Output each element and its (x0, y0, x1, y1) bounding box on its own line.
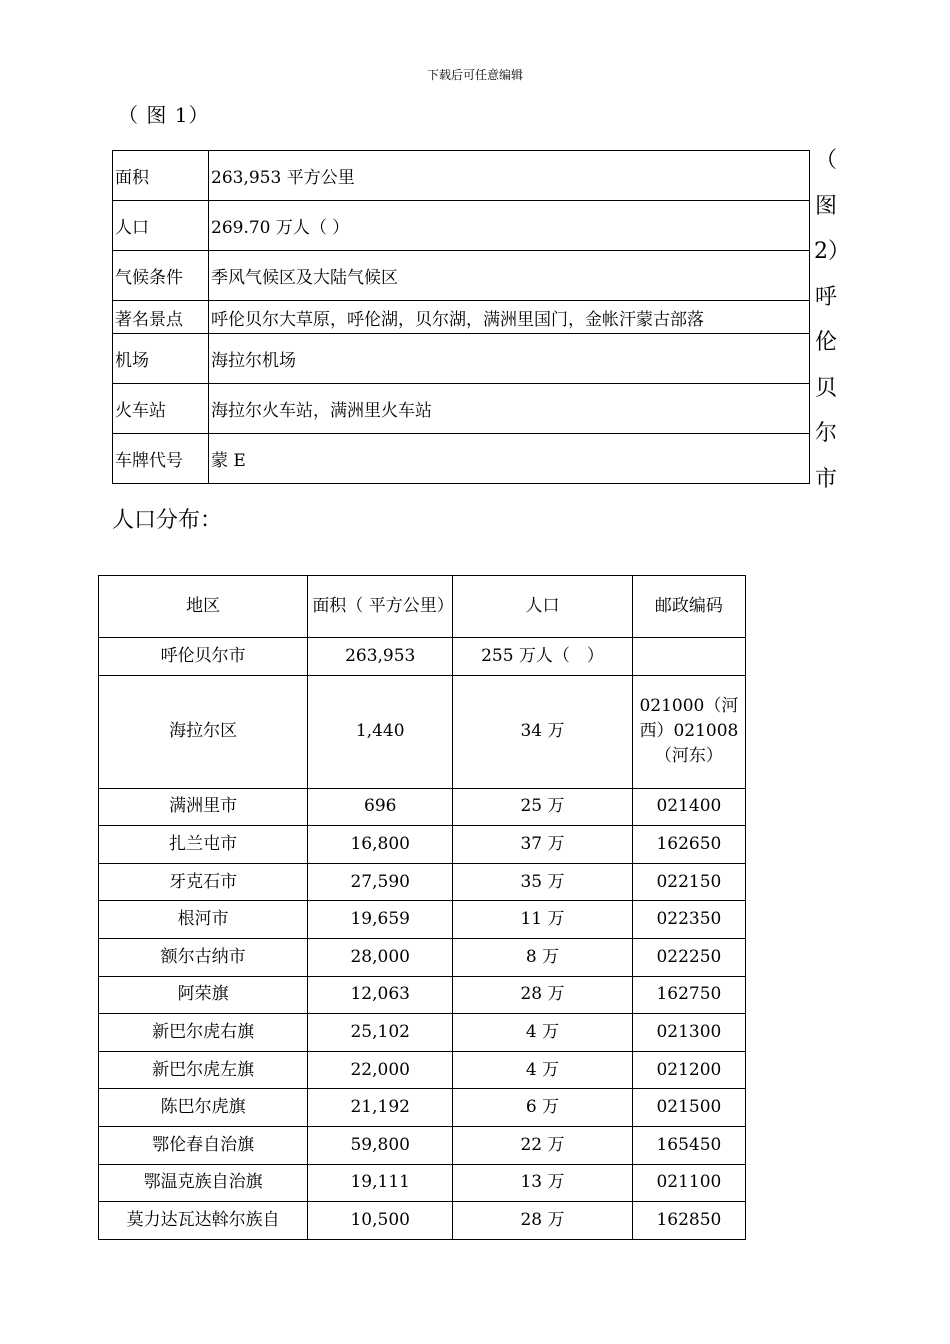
cell-area: 263,953 (308, 638, 453, 676)
cell-postcode (632, 638, 745, 676)
cell-population: 13 万 (453, 1164, 633, 1202)
table-row (99, 901, 746, 939)
cell-region: 陈巴尔虎旗 (99, 1089, 308, 1127)
cell-area: 28,000 (308, 938, 453, 976)
cell-postcode: 021000（河西）021008（河东） (632, 675, 745, 788)
vertical-char: 图 (814, 193, 837, 219)
table-row (99, 638, 746, 676)
cell-population: 4 万 (453, 1051, 633, 1089)
info-row (113, 151, 810, 201)
cell-area: 1,440 (308, 675, 453, 788)
distribution-title: 人口分布： (112, 508, 223, 533)
info-value: 季风气候区及大陆气候区 (209, 251, 810, 301)
distribution-table (98, 575, 746, 1240)
table-row (99, 1164, 746, 1202)
cell-area: 21,192 (308, 1089, 453, 1127)
table-row (99, 976, 746, 1014)
cell-area: 22,000 (308, 1051, 453, 1089)
figure2-vertical-label (814, 138, 850, 502)
cell-region: 牙克石市 (99, 863, 308, 901)
table-row (99, 1126, 746, 1164)
cell-region: 扎兰屯市 (99, 826, 308, 864)
cell-population: 6 万 (453, 1089, 633, 1127)
info-value: 263,953 平方公里 (209, 151, 810, 201)
info-row (113, 334, 810, 384)
cell-population: 37 万 (453, 826, 633, 864)
info-key: 面积 (113, 151, 209, 201)
header-population: 人口 (453, 576, 633, 638)
cell-postcode: 021200 (632, 1051, 745, 1089)
cell-population: 22 万 (453, 1126, 633, 1164)
cell-postcode: 022350 (632, 901, 745, 939)
header-area: 面积（ 平方公里） (308, 576, 453, 638)
table-row (99, 1051, 746, 1089)
cell-region: 额尔古纳市 (99, 938, 308, 976)
info-key: 车牌代号 (113, 434, 209, 484)
cell-postcode: 162850 (632, 1202, 745, 1240)
info-value: 蒙 E (209, 434, 810, 484)
vertical-char: （ (814, 148, 837, 173)
cell-area: 696 (308, 788, 453, 826)
vertical-char: 伦 (814, 330, 837, 355)
cell-population: 11 万 (453, 901, 633, 939)
header-note: 下载后可任意编辑 (426, 68, 523, 82)
vertical-char: 2） (814, 239, 850, 264)
table-row (99, 675, 746, 788)
table-row (99, 1202, 746, 1240)
cell-region: 海拉尔区 (99, 675, 308, 788)
cell-region: 新巴尔虎左旗 (99, 1051, 308, 1089)
table-row (99, 1014, 746, 1052)
table-row (99, 1089, 746, 1127)
cell-population: 35 万 (453, 863, 633, 901)
table-header-row (99, 576, 746, 638)
cell-population: 255 万人（ ） (453, 638, 633, 676)
header-region: 地区 (99, 576, 308, 638)
table-row (99, 938, 746, 976)
cell-postcode: 162650 (632, 826, 745, 864)
cell-population: 8 万 (453, 938, 633, 976)
vertical-char: 贝 (814, 375, 837, 401)
info-row (113, 384, 810, 434)
vertical-char: 市 (814, 466, 837, 492)
cell-region: 呼伦贝尔市 (99, 638, 308, 676)
info-value: 海拉尔机场 (209, 334, 810, 384)
cell-area: 19,111 (308, 1164, 453, 1202)
cell-postcode: 162750 (632, 976, 745, 1014)
cell-region: 根河市 (99, 901, 308, 939)
table-row (99, 826, 746, 864)
figure1-label: （ 图 1） (118, 103, 210, 127)
info-row (113, 201, 810, 251)
info-value: 呼伦贝尔大草原，呼伦湖，贝尔湖，满洲里国门，金帐汗蒙古部落 (209, 301, 810, 334)
info-row (113, 434, 810, 484)
cell-population: 34 万 (453, 675, 633, 788)
cell-area: 10,500 (308, 1202, 453, 1240)
cell-area: 16,800 (308, 826, 453, 864)
info-value: 海拉尔火车站，满洲里火车站 (209, 384, 810, 434)
cell-population: 28 万 (453, 1202, 633, 1240)
cell-region: 鄂伦春自治旗 (99, 1126, 308, 1164)
cell-area: 19,659 (308, 901, 453, 939)
info-key: 气候条件 (113, 251, 209, 301)
table-row (99, 788, 746, 826)
info-key: 火车站 (113, 384, 209, 434)
info-key: 著名景点 (113, 301, 209, 334)
cell-postcode: 022150 (632, 863, 745, 901)
header-postcode: 邮政编码 (632, 576, 745, 638)
info-table (112, 150, 810, 484)
cell-population: 4 万 (453, 1014, 633, 1052)
cell-area: 25,102 (308, 1014, 453, 1052)
cell-region: 新巴尔虎右旗 (99, 1014, 308, 1052)
info-key: 机场 (113, 334, 209, 384)
cell-region: 阿荣旗 (99, 976, 308, 1014)
info-key: 人口 (113, 201, 209, 251)
cell-postcode: 165450 (632, 1126, 745, 1164)
vertical-char: 呼 (814, 284, 837, 310)
cell-region: 满洲里市 (99, 788, 308, 826)
cell-postcode: 021300 (632, 1014, 745, 1052)
cell-region: 鄂温克族自治旗 (99, 1164, 308, 1202)
cell-postcode: 022250 (632, 938, 745, 976)
info-value: 269.70 万人（ ） (209, 201, 810, 251)
cell-region: 莫力达瓦达斡尔族自 (99, 1202, 308, 1240)
cell-postcode: 021400 (632, 788, 745, 826)
cell-area: 59,800 (308, 1126, 453, 1164)
table-row (99, 863, 746, 901)
cell-population: 25 万 (453, 788, 633, 826)
cell-postcode: 021100 (632, 1164, 745, 1202)
cell-area: 12,063 (308, 976, 453, 1014)
info-row (113, 301, 810, 334)
info-row (113, 251, 810, 301)
cell-area: 27,590 (308, 863, 453, 901)
cell-postcode: 021500 (632, 1089, 745, 1127)
vertical-char: 尔 (814, 421, 837, 446)
cell-population: 28 万 (453, 976, 633, 1014)
